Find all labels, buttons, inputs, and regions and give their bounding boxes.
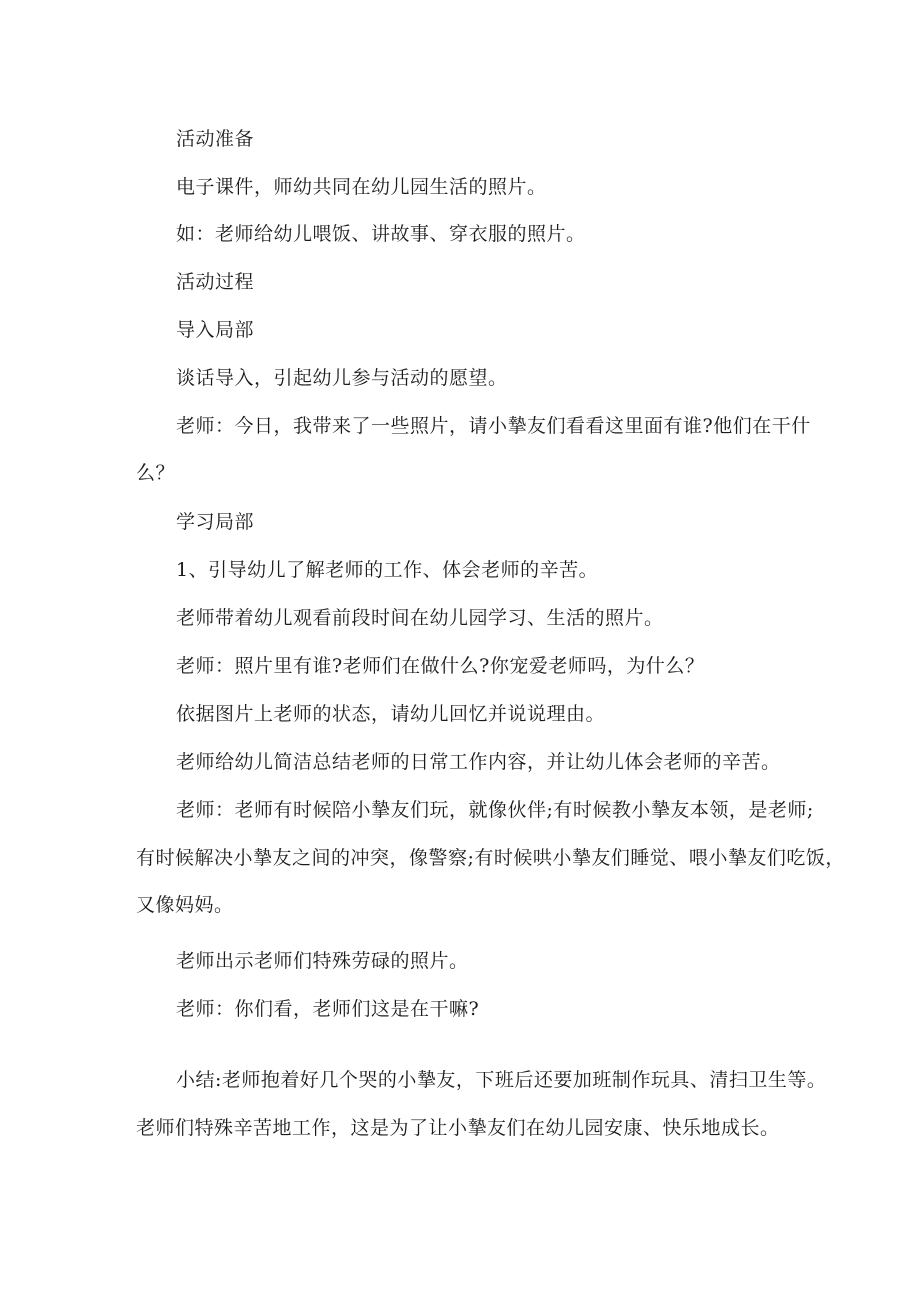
heading-activity-preparation: 活动准备 — [176, 128, 255, 150]
paragraph-teacher-roles-line2: 有时候解决小摯友之间的冲突，像警察;有时候哄小摯友们睡觉、喂小摯友们吃饭， — [136, 847, 845, 869]
paragraph-conclusion-line1: 小结:老师抱着好几个哭的小摯友，下班后还要加班制作玩具、清扫卫生等。 — [176, 1069, 827, 1091]
paragraph-introduction: 谈话导入，引起幼儿参与活动的愿望。 — [176, 367, 508, 389]
paragraph-step-1: 1、引导幼儿了解老师的工作、体会老师的辛苦。 — [176, 559, 599, 581]
paragraph-summary-work: 老师给幼儿简洁总结老师的日常工作内容，并让幼儿体会老师的辛苦。 — [176, 751, 781, 773]
paragraph-teacher-roles-line3: 又像妈妈。 — [136, 894, 234, 916]
paragraph-recall: 依据图片上老师的状态，请幼儿回忆并说说理由。 — [176, 703, 606, 725]
paragraph-teacher-question-2: 老师：照片里有谁?老师们在做什么?你宠爱老师吗，为什么？ — [176, 655, 705, 677]
heading-activity-process: 活动过程 — [176, 271, 255, 293]
heading-introduction: 导入局部 — [176, 319, 255, 341]
paragraph-materials: 电子课件，师幼共同在幼儿园生活的照片。 — [176, 176, 547, 198]
paragraph-conclusion-line2: 老师们特殊辛苦地工作，这是为了让小摯友们在幼儿园安康、快乐地成长。 — [136, 1117, 780, 1139]
heading-learning: 学习局部 — [176, 511, 255, 533]
paragraph-teacher-question-line1: 老师：今日，我带来了一些照片，请小摯友们看看这里面有谁?他们在干什 — [176, 415, 811, 437]
paragraph-teacher-question-line2: 么？ — [136, 462, 176, 484]
paragraph-materials-example: 如：老师给幼儿喂饭、讲故事、穿衣服的照片。 — [176, 223, 586, 245]
paragraph-teacher-roles-line1: 老师：老师有时候陪小摯友们玩，就像伙伴;有时候教小摯友本领，是老师; — [176, 799, 814, 821]
paragraph-teacher-question-3: 老师：你们看，老师们这是在干嘛? — [176, 998, 480, 1020]
paragraph-view-photos: 老师带着幼儿观看前段时间在幼儿园学习、生活的照片。 — [176, 607, 664, 629]
paragraph-busy-photos: 老师出示老师们特殊劳碌的照片。 — [176, 950, 469, 972]
